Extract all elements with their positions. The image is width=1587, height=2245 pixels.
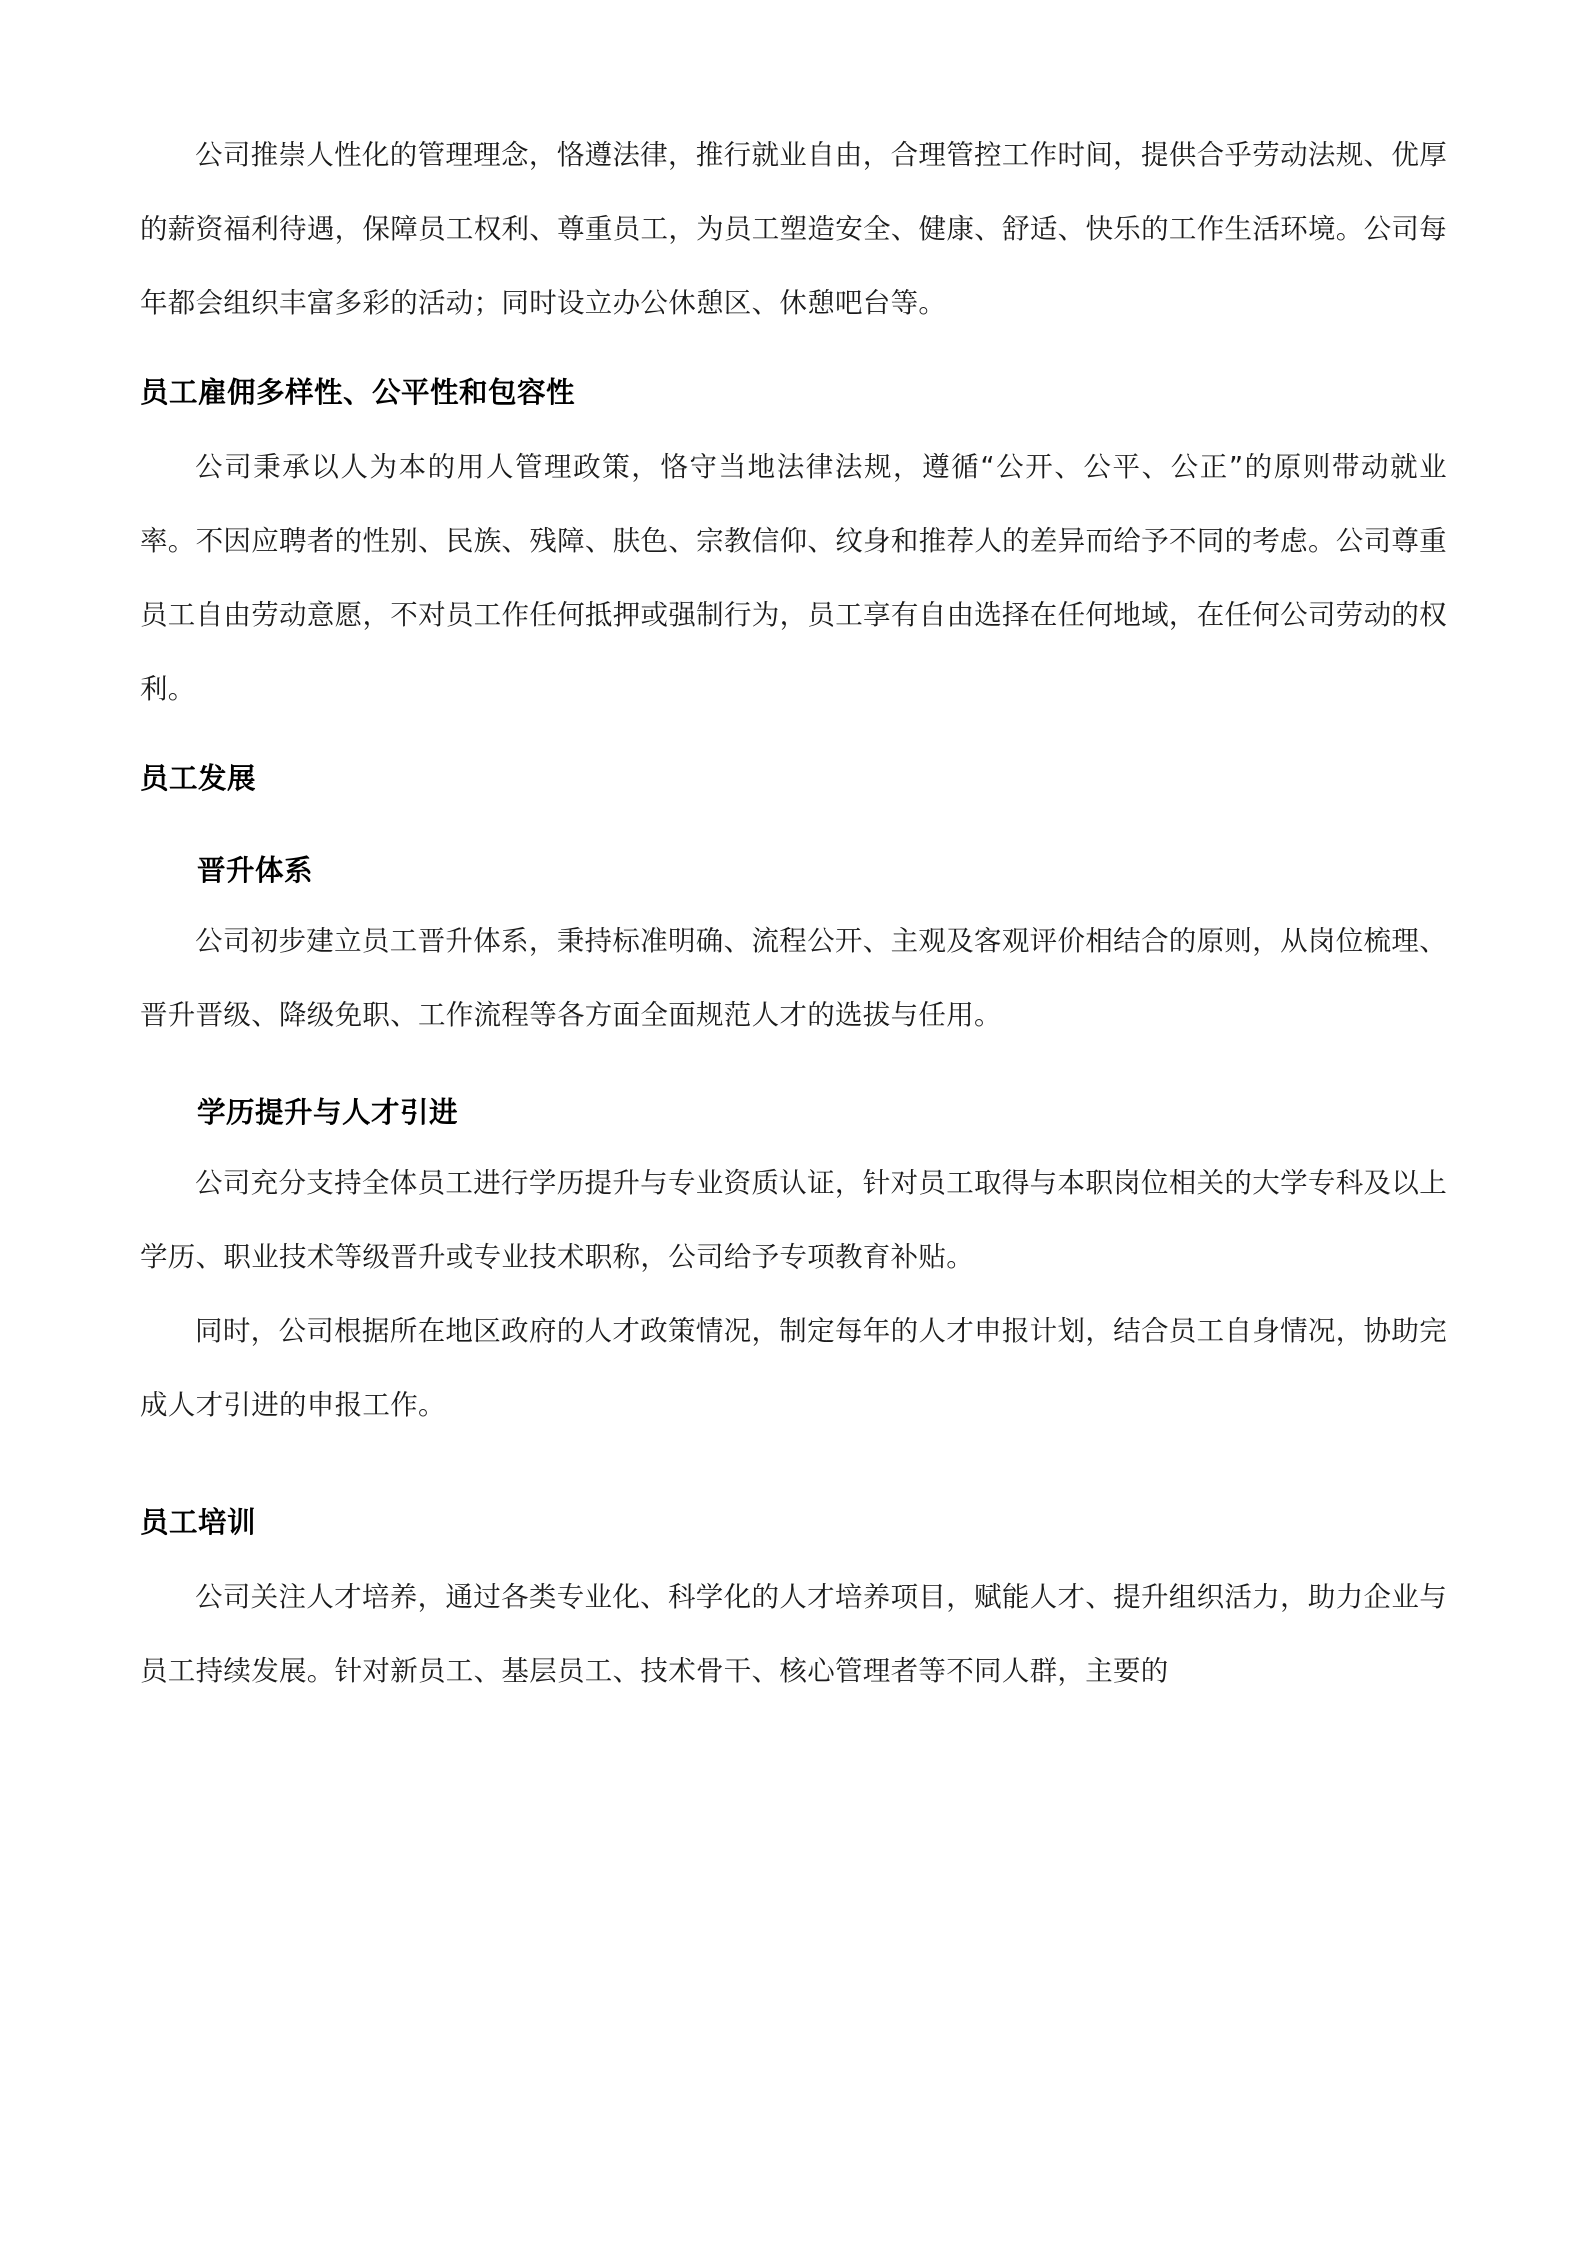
section-spacer <box>140 1442 1447 1470</box>
heading-employee-training: 员工培训 <box>140 1506 257 1539</box>
paragraph-talent-introduction: 同时，公司根据所在地区政府的人才政策情况，制定每年的人才申报计划，结合员工自身情况，协助完成人才引进的申报工作。 <box>140 1315 1447 1421</box>
paragraph-training-overview: 公司关注人才培养，通过各类专业化、科学化的人才培养项目，赋能人才、提升组织活力，助力企业与员工持续发展。针对新员工、基层员工、技术骨干、核心管理者等不同人群，主要的 <box>140 1581 1447 1687</box>
heading-employee-development: 员工发展 <box>140 762 257 795</box>
paragraph-employee-care: 公司推崇人性化的管理理念，恪遵法律，推行就业自由，合理管控工作时间，提供合乎劳动法规、优厚的薪资福利待遇，保障员工权利、尊重员工，为员工塑造安全、健康、舒适、快乐的工作生活环境。公司每年都会组织丰富多彩的活动；同时设立办公休憩区、休憩吧台等。 <box>140 139 1447 319</box>
paragraph-employment-policy: 公司秉承以人为本的用人管理政策，恪守当地法律法规，遵循“公开、公平、公正”的原则带动就业率。不因应聘者的性别、民族、残障、肤色、宗教信仰、纹身和推荐人的差异而给予不同的考虑。公司尊重员工自由劳动意愿，不对员工作任何抵押或强制行为，员工享有自由选择在任何地域，在任何公司劳动的权利。 <box>140 451 1447 705</box>
paragraph-promotion-system: 公司初步建立员工晋升体系，秉持标准明确、流程公开、主观及客观评价相结合的原则，从岗位梳理、晋升晋级、降级免职、工作流程等各方面全面规范人才的选拔与任用。 <box>140 925 1447 1031</box>
paragraph-education-subsidy: 公司充分支持全体员工进行学历提升与专业资质认证，针对员工取得与本职岗位相关的大学专科及以上学历、职业技术等级晋升或专业技术职称，公司给予专项教育补贴。 <box>140 1167 1447 1273</box>
document-body <box>140 118 1447 1708</box>
subheading-promotion-system: 晋升体系 <box>197 854 314 887</box>
heading-employment-diversity: 员工雇佣多样性、公平性和包容性 <box>140 376 576 409</box>
subheading-education-and-talent: 学历提升与人才引进 <box>197 1096 459 1129</box>
